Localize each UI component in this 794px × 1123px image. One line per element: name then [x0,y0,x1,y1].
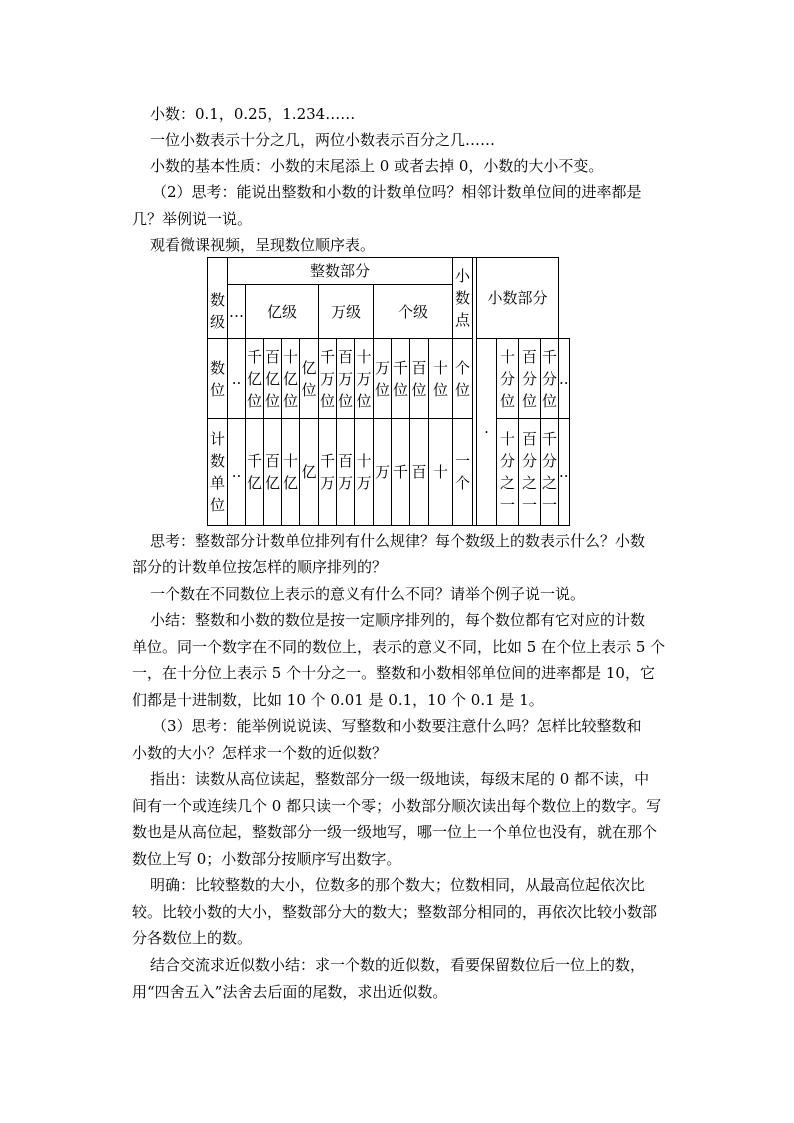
paragraph-decimal-examples: 小数：0.1，0.25，1.234…… [150,105,356,123]
paragraph-decimal-property: 小数的基本性质：小数的末尾添上 0 或者去掉 0，小数的大小不变。 [150,157,604,175]
row-label-unit: 计数单位 [208,419,228,526]
place-cell: 千亿位 [246,339,264,419]
place-cell: 万位 [374,339,392,419]
unit-cell: 千亿 [246,419,264,526]
unit-ellipsis: .. [228,419,246,526]
unit-cell: 十 [429,419,453,526]
place-cell: 十万位 [355,339,374,419]
unit-cell: 一个 [453,419,473,526]
decimal-place-cell: 千分位 [541,339,559,419]
decimal-place-ellipsis: .. [559,339,570,419]
unit-cell: 亿 [300,419,319,526]
decimal-unit-ellipsis: .. [559,419,570,526]
place-cell: 千万位 [319,339,337,419]
integer-part-header: 整数部分 [228,258,453,285]
place-cell: 百万位 [337,339,355,419]
level-wan: 万级 [319,285,374,339]
unit-cell: 百 [410,419,429,526]
decimal-place-cell: 十分位 [497,339,519,419]
paragraph-summary-line1: 小结：整数和小数的数位是按一定顺序排列的，每个数位都有它对应的计数 [150,611,646,629]
decimal-point-dot: · [477,339,497,526]
level-ge: 个级 [374,285,453,339]
place-cell: 十亿位 [282,339,300,419]
paragraph-decimal-meaning: 一位小数表示十分之几，两位小数表示百分之几…… [150,131,496,149]
unit-cell: 千万 [319,419,337,526]
row-label-level: 数级 [208,285,228,339]
place-ellipsis: .. [228,339,246,419]
decimal-unit-cell: 十分之一 [497,419,519,526]
paragraph-summary-line3: 一，在十分位上表示 5 个十分之一。整数和小数相邻单位间的进率都是 10，它 [132,664,655,682]
level-yi: 亿级 [246,285,319,339]
unit-cell: 万 [374,419,392,526]
paragraph-point-line1: 指出：读数从高位读起，整数部分一级一级地读，每级末尾的 0 都不读，中 [150,770,650,788]
paragraph-clarify-line1: 明确：比较整数的大小，位数多的那个数大；位数相同，从最高位起依次比 [150,876,646,894]
unit-cell: 千 [392,419,410,526]
place-cell: 百亿位 [264,339,282,419]
place-cell: 百位 [410,339,429,419]
decimal-place-cell: 百分位 [519,339,541,419]
paragraph-think-pattern-line2: 部分的计数单位按怎样的顺序排列的？ [132,558,388,576]
paragraph-meaning-question: 一个数在不同数位上表示的意义有什么不同？请举个例子说一说。 [150,585,586,603]
paragraph-point-line2: 间有一个或连续几个 0 都只读一个零；小数部分顺次读出每个数位上的数字。写 [132,797,662,815]
paragraph-clarify-line3: 分各数位上的数。 [132,929,253,947]
paragraph-approx-line2: 用“四舍五入”法舍去后面的尾数，求出近似数。 [132,983,448,1001]
level-ellipsis: … [228,285,246,339]
place-cell: 个位 [453,339,473,419]
paragraph-approx-line1: 结合交流求近似数小结：求一个数的近似数，看要保留数位后一位上的数， [150,956,646,974]
paragraph-think-2-line2: 几？举例说一说。 [132,210,253,228]
decimal-unit-cell: 百分之一 [519,419,541,526]
row-label-place: 数位 [208,339,228,419]
unit-cell: 十亿 [282,419,300,526]
place-cell: 千位 [392,339,410,419]
paragraph-summary-line2: 单位。同一个数字在不同的数位上，表示的意义不同，比如 5 在个位上表示 5 个 [132,638,666,656]
decimal-point-header: 小数点 [453,258,473,339]
unit-cell: 十万 [355,419,374,526]
place-value-table [207,257,570,526]
decimal-unit-cell: 千分之一 [541,419,559,526]
paragraph-video: 观看微课视频，呈现数位顺序表。 [150,236,376,254]
decimal-part-header: 小数部分 [477,258,559,339]
corner-cell [208,258,228,285]
unit-cell: 百万 [337,419,355,526]
paragraph-think-3-line2: 小数的大小？怎样求一个数的近似数？ [132,744,388,762]
paragraph-think-3-line1: （3）思考：能举例说说读、写整数和小数要注意什么吗？怎样比较整数和 [152,717,642,735]
place-cell: 亿位 [300,339,319,419]
unit-cell: 百亿 [264,419,282,526]
paragraph-think-pattern-line1: 思考：整数部分计数单位排列有什么规律？每个数级上的数表示什么？小数 [150,532,646,550]
paragraph-point-line3: 数也是从高位起，整数部分一级一级地写，哪一位上一个单位也没有，就在那个 [132,823,658,841]
paragraph-clarify-line2: 较。比较小数的大小，整数部分大的数大；整数部分相同的，再依次比较小数部 [132,903,658,921]
paragraph-point-line4: 数位上写 0；小数部分按顺序写出数字。 [132,850,402,868]
paragraph-think-2-line1: （2）思考：能说出整数和小数的计数单位吗？相邻计数单位间的进率都是 [152,183,642,201]
place-cell: 十位 [429,339,453,419]
paragraph-summary-line4: 们都是十进制数，比如 10 个 0.01 是 0.1，10 个 0.1 是 1。 [132,691,544,709]
